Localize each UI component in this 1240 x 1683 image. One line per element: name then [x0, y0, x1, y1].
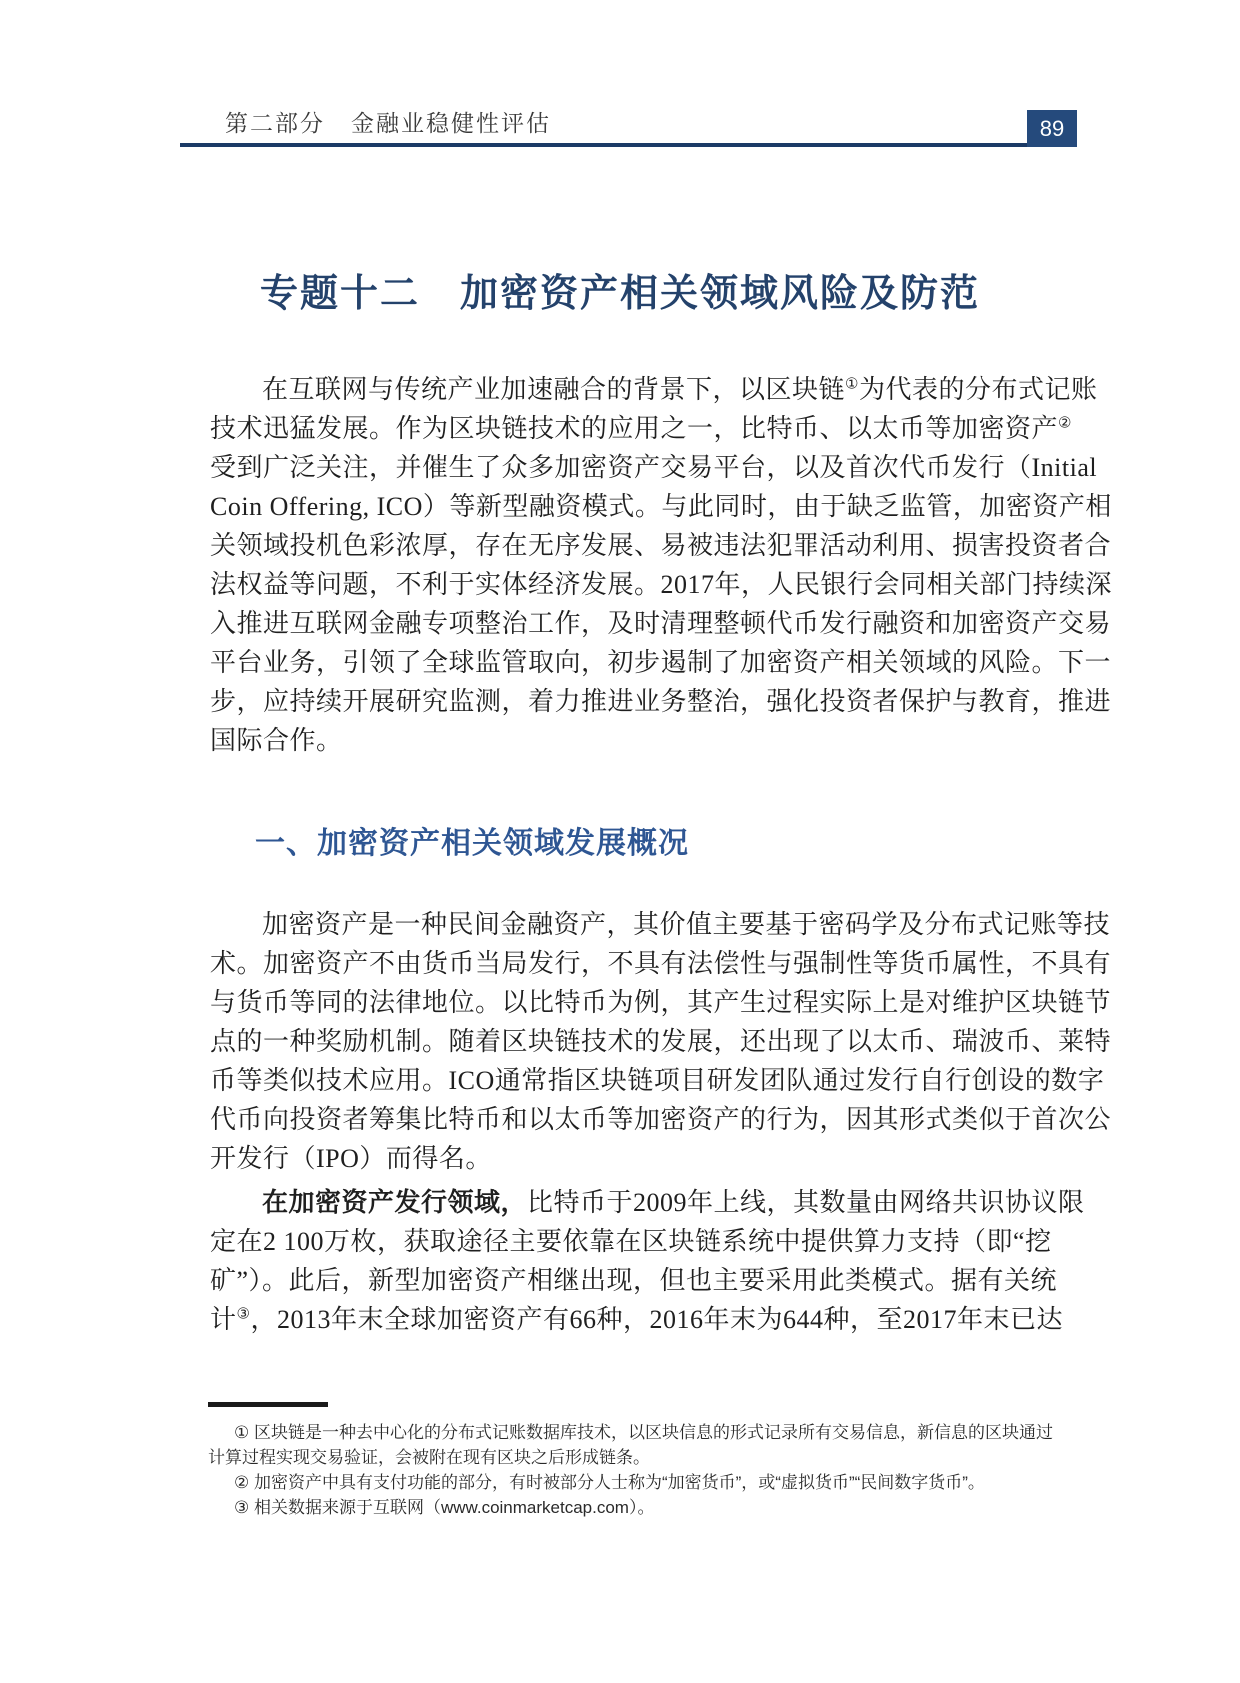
footnote-ref-1: ①	[845, 376, 859, 393]
footnote-1-line-2: 计算过程实现交易验证，会被附在现有区块之后形成链条。	[208, 1448, 650, 1467]
text-segment: 计	[210, 1305, 237, 1334]
paragraph-line: 入推进互联网金融专项整治工作，及时清理整顿代币发行融资和加密资产交易	[210, 609, 1112, 638]
paragraph-line: 开发行（IPO）而得名。	[210, 1144, 492, 1173]
footnote-separator	[208, 1402, 328, 1407]
footnote-3: ③ 相关数据来源于互联网（www.coinmarketcap.com）。	[234, 1498, 655, 1517]
paragraph-line: 代币向投资者筹集比特币和以太币等加密资产的行为，因其形式类似于首次公	[210, 1105, 1112, 1134]
paragraph-2	[210, 905, 1112, 1178]
paragraph-line: 与货币等同的法律地位。以比特币为例，其产生过程实际上是对维护区块链节	[210, 988, 1112, 1017]
paragraph-line: 法权益等问题，不利于实体经济发展。2017年，人民银行会同相关部门持续深	[210, 570, 1113, 599]
text-segment: 在互联网与传统产业加速融合的背景下，以区块链	[262, 375, 846, 404]
page-number-badge: 89	[1027, 110, 1077, 147]
section-heading-1: 一、加密资产相关领域发展概况	[255, 827, 689, 860]
footnotes-block	[208, 1420, 1053, 1520]
page-title: 专题十二 加密资产相关领域风险及防范	[259, 273, 980, 315]
footnote-ref-3: ③	[236, 1306, 251, 1323]
text-segment: 技术迅猛发展。作为区块链技术的应用之一，比特币、以太币等加密资产	[210, 414, 1059, 443]
text-segment: ，2013年末全球加密资产有66种，2016年末为644种，至2017年末已达	[250, 1305, 1063, 1334]
paragraph-line: 受到广泛关注，并催生了众多加密资产交易平台，以及首次代币发行（Initial	[210, 453, 1098, 482]
paragraph-line	[210, 1300, 1063, 1339]
paragraph-line	[210, 370, 1098, 409]
paragraph-line	[210, 409, 1072, 448]
paragraph-line: 术。加密资产不由货币当局发行，不具有法偿性与强制性等货币属性，不具有	[210, 949, 1112, 978]
header-section-label: 第二部分	[225, 111, 325, 136]
paragraph-line: 关领域投机色彩浓厚，存在无序发展、易被违法犯罪活动利用、损害投资者合	[210, 531, 1112, 560]
paragraph-line: 国际合作。	[210, 726, 343, 755]
text-segment: 为代表的分布式记账	[858, 375, 1098, 404]
header-section-title: 金融业稳健性评估	[351, 111, 551, 136]
bold-lead-text: 在加密资产发行领域，	[262, 1187, 528, 1217]
paragraph-line: Coin Offering, ICO）等新型融资模式。与此同时，由于缺乏监管，加密资产相	[210, 492, 1112, 521]
paragraph-line: 矿”）。此后，新型加密资产相继出现，但也主要采用此类模式。据有关统	[210, 1266, 1058, 1295]
running-header	[225, 105, 551, 138]
paragraph-line: 平台业务，引领了全球监管取向，初步遏制了加密资产相关领域的风险。下一	[210, 648, 1112, 677]
paragraph-3	[210, 1183, 1085, 1339]
paragraph-1	[210, 370, 1113, 760]
text-segment: 比特币于2009年上线，其数量由网络共识协议限	[527, 1188, 1085, 1217]
footnote-2: ② 加密资产中具有支付功能的部分，有时被部分人士称为“加密货币”，或“虚拟货币”“民间数字货币”。	[234, 1473, 985, 1492]
paragraph-line: 点的一种奖励机制。随着区块链技术的发展，还出现了以太币、瑞波币、莱特	[210, 1027, 1112, 1056]
paragraph-line: 步，应持续开展研究监测，着力推进业务整治，强化投资者保护与教育，推进	[210, 687, 1112, 716]
footnote-ref-2: ②	[1058, 415, 1072, 432]
paragraph-line: 定在2 100万枚，获取途径主要依靠在区块链系统中提供算力支持（即“挖	[210, 1227, 1052, 1256]
header-rule	[180, 143, 1027, 147]
paragraph-line: 加密资产是一种民间金融资产，其价值主要基于密码学及分布式记账等技	[262, 910, 1111, 939]
footnote-1-line-1: ① 区块链是一种去中心化的分布式记账数据库技术，以区块信息的形式记录所有交易信息，新信息的区块通过	[234, 1423, 1053, 1442]
paragraph-line: 币等类似技术应用。ICO通常指区块链项目研发团队通过发行自行创设的数字	[210, 1066, 1105, 1095]
paragraph-line	[210, 1183, 1085, 1222]
